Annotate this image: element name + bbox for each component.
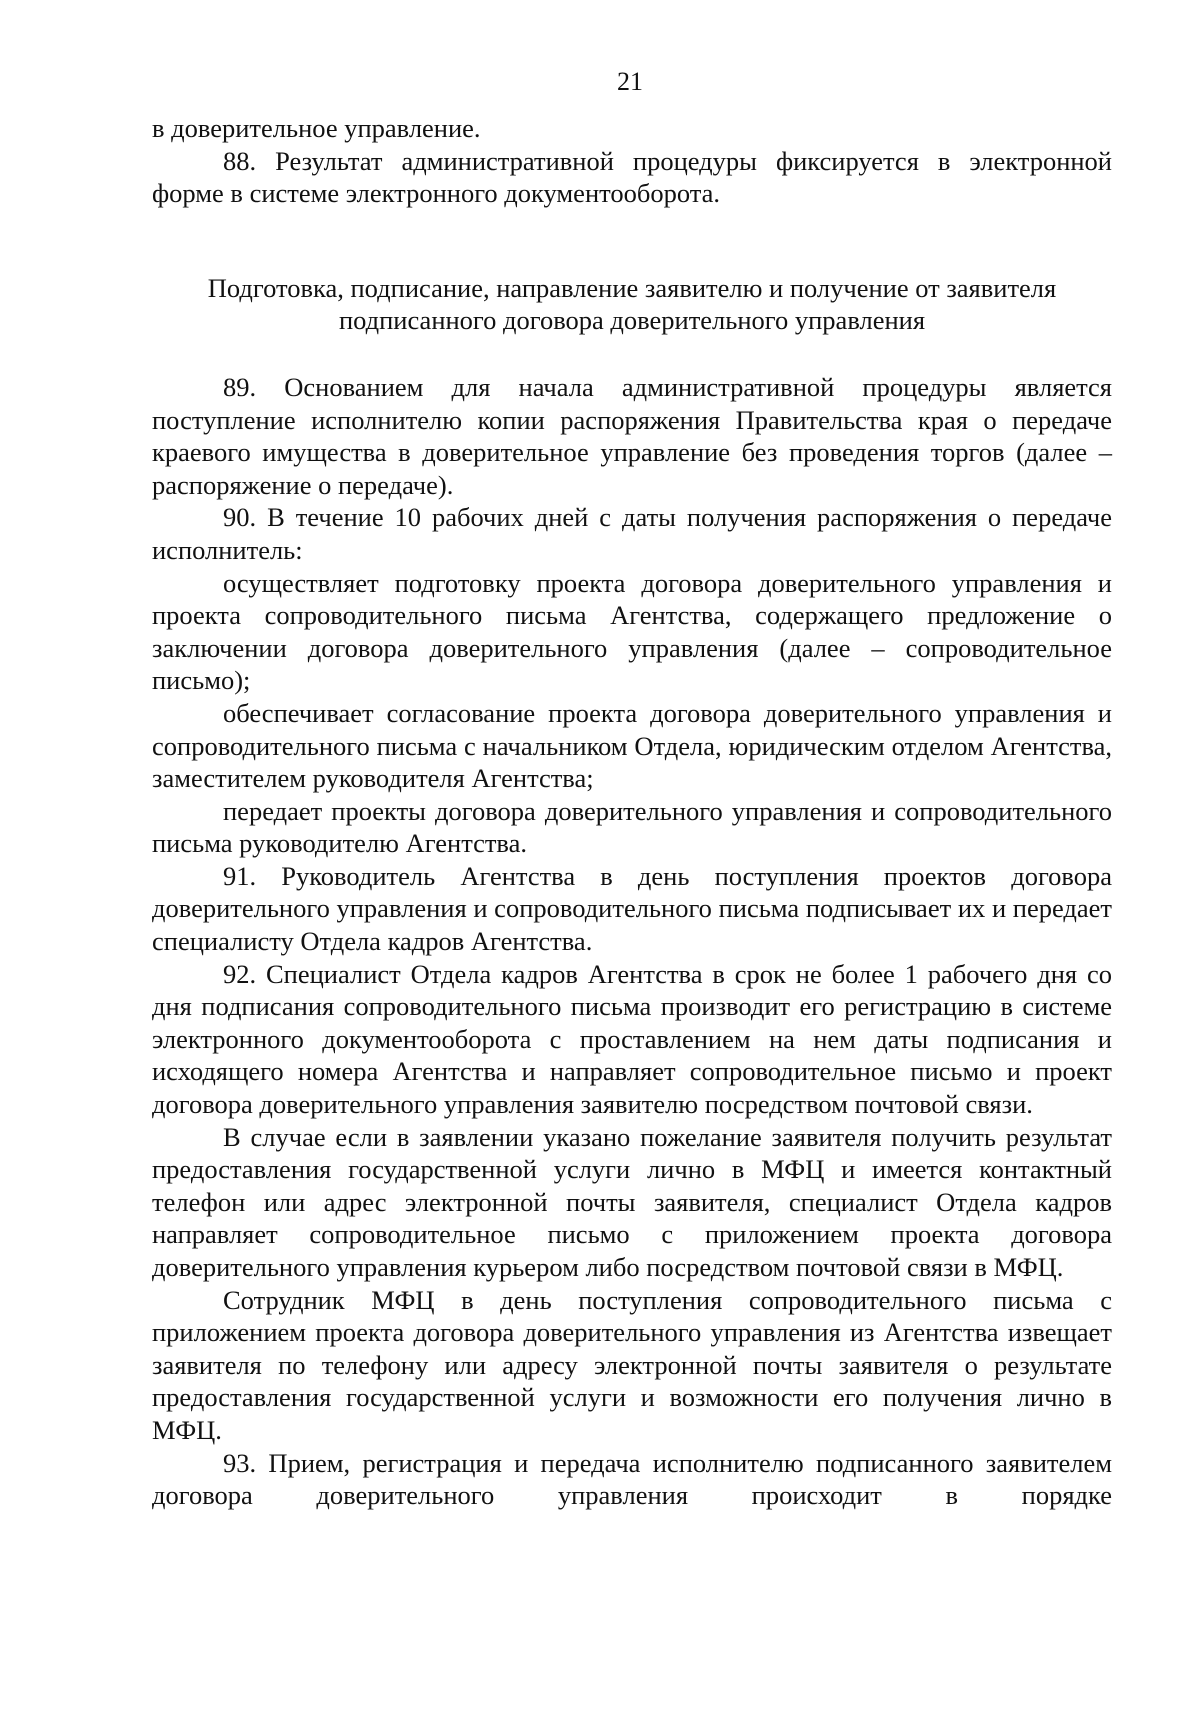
paragraph-93: 93. Прием, регистрация и передача исполнителю подписанного заявителем договора доверительного управления происходит в порядке bbox=[152, 1447, 1112, 1511]
page-number: 21 bbox=[617, 67, 643, 96]
paragraph-91: 91. Руководитель Агентства в день поступления проектов договора доверительного управления и сопроводительного письма подписывает их и передает специалисту Отдела кадров Агентства. bbox=[152, 860, 1112, 957]
document-body bbox=[152, 112, 1112, 1512]
paragraph-92-mfc-case: В случае если в заявлении указано пожелание заявителя получить результат предоставления государственной услуги лично в МФЦ и имеется контактный телефон или адрес электронной почты заявителя, специалист Отдела кадров направляет сопроводительное письмо с приложением проекта договора доверительного управления курьером либо посредством почтовой связи в МФЦ. bbox=[152, 1121, 1112, 1282]
section-heading: Подготовка, подписание, направление заявителю и получение от заявителя подписанного договора доверительного управления bbox=[207, 272, 1057, 336]
paragraph-92: 92. Специалист Отдела кадров Агентства в срок не более 1 рабочего дня со дня подписания сопроводительного письма производит его регистрацию в системе электронного документооборота с проставлением на нем даты подписания и исходящего номера Агентства и направляет сопроводительное письмо и проект договора доверительного управления заявителю посредством почтовой связи. bbox=[152, 958, 1112, 1120]
paragraph-90-item-1: осуществляет подготовку проекта договора доверительного управления и проекта сопроводительного письма Агентства, содержащего предложение о заключении договора доверительного управления (далее – сопроводительное письмо); bbox=[152, 567, 1112, 696]
paragraph-89: 89. Основанием для начала административной процедуры является поступление исполнителю копии распоряжения Правительства края о передаче краевого имущества в доверительное управление без проведения торгов (далее – распоряжение о передаче). bbox=[152, 371, 1112, 500]
paragraph-90-item-2: обеспечивает согласование проекта договора доверительного управления и сопроводительного письма с начальником Отдела, юридическим отделом Агентства, заместителем руководителя Агентства; bbox=[152, 697, 1112, 794]
paragraph-90-item-3: передает проекты договора доверительного управления и сопроводительного письма руководителю Агентства. bbox=[152, 795, 1112, 859]
paragraph-90: 90. В течение 10 рабочих дней с даты получения распоряжения о передаче исполнитель: bbox=[152, 502, 1112, 565]
paragraph-88: 88. Результат административной процедуры фиксируется в электронной форме в системе электронного документооборота. bbox=[152, 145, 1112, 209]
paragraph-92-mfc-employee: Сотрудник МФЦ в день поступления сопроводительного письма с приложением проекта договора доверительного управления из Агентства извещает заявителя по телефону или адресу электронной почты заявителя о результате предоставления государственной услуги и возможности его получения лично в МФЦ. bbox=[152, 1284, 1112, 1445]
paragraph-continuation: в доверительное управление. bbox=[152, 113, 481, 143]
